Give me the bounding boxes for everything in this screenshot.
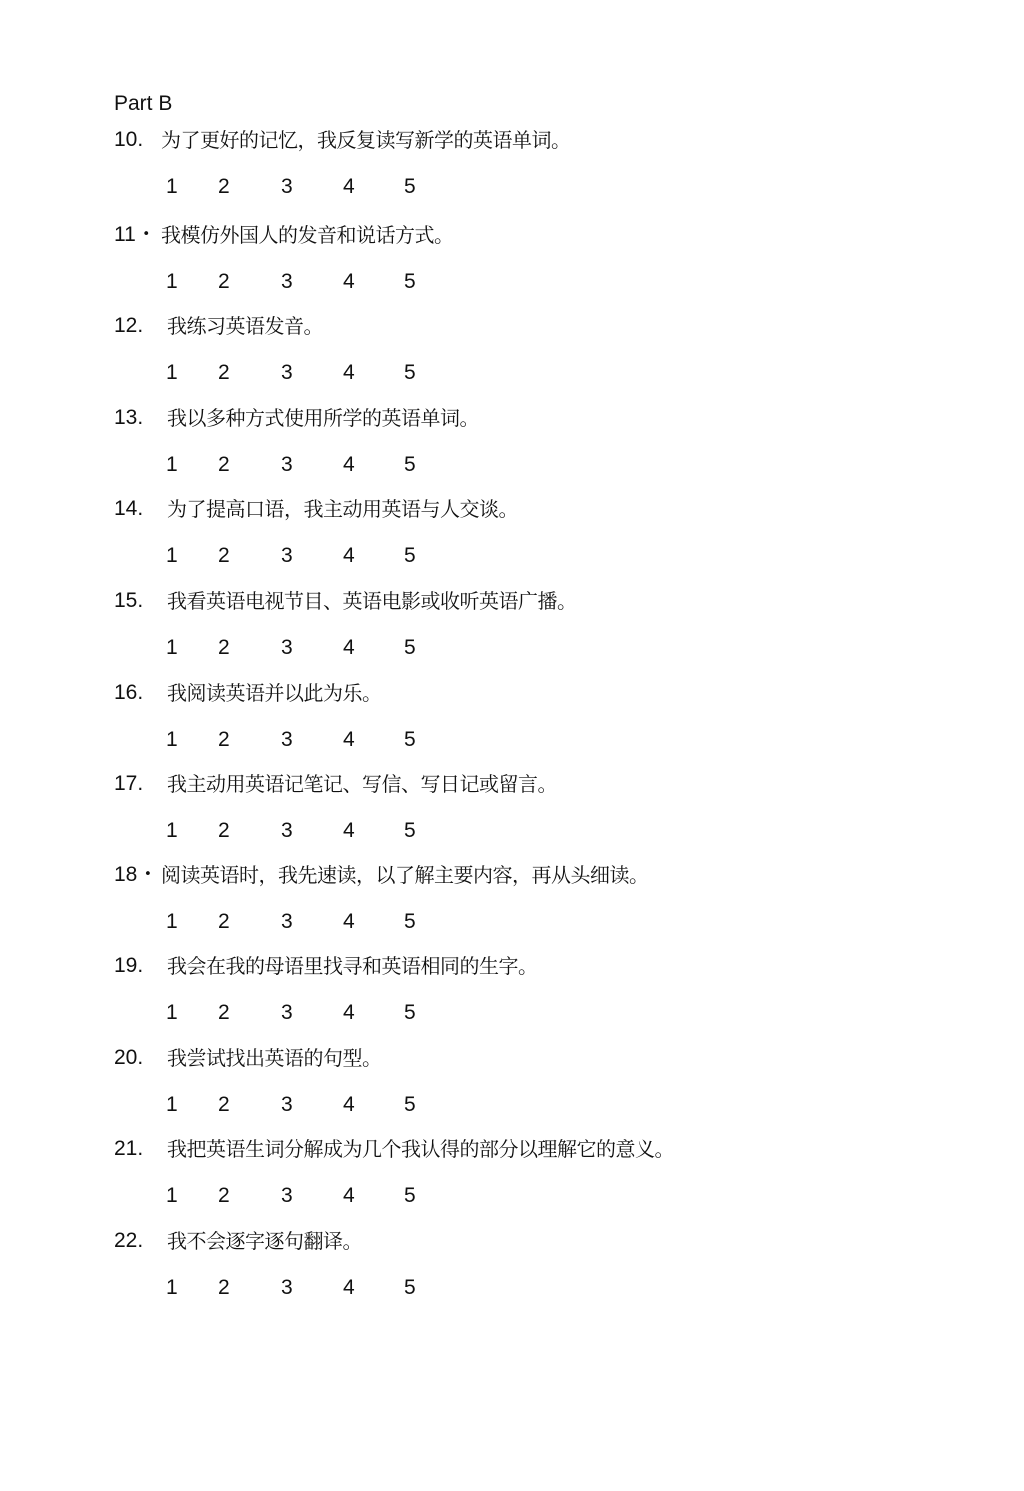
rating-option-1[interactable]: 1	[166, 453, 178, 476]
rating-option-4[interactable]: 4	[343, 819, 355, 842]
rating-option-4[interactable]: 4	[343, 1276, 355, 1299]
rating-option-5[interactable]: 5	[404, 819, 416, 842]
part-title: Part B	[114, 92, 173, 115]
question-number: 20.	[114, 1046, 144, 1069]
rating-option-3[interactable]: 3	[281, 1276, 293, 1299]
rating-option-5[interactable]: 5	[404, 361, 416, 384]
rating-option-2[interactable]: 2	[218, 270, 230, 293]
rating-option-1[interactable]: 1	[166, 728, 178, 751]
rating-option-2[interactable]: 2	[218, 544, 230, 567]
rating-scale	[166, 1275, 466, 1303]
question-text: 我不会逐字逐句翻译。	[167, 1229, 362, 1253]
question-text: 阅读英语时，我先速读，以了解主要内容，再从头细读。	[161, 863, 649, 887]
question-text: 我主动用英语记笔记、写信、写日记或留言。	[167, 772, 557, 796]
question-number: 12.	[114, 314, 144, 337]
rating-option-3[interactable]: 3	[281, 270, 293, 293]
rating-option-4[interactable]: 4	[343, 453, 355, 476]
rating-scale	[166, 727, 466, 755]
rating-option-3[interactable]: 3	[281, 728, 293, 751]
question-item	[114, 222, 914, 252]
rating-option-1[interactable]: 1	[166, 819, 178, 842]
question-item	[114, 313, 914, 343]
question-text: 我看英语电视节目、英语电影或收听英语广播。	[167, 589, 577, 613]
rating-option-4[interactable]: 4	[343, 361, 355, 384]
rating-option-2[interactable]: 2	[218, 910, 230, 933]
question-number: 18・	[114, 863, 159, 886]
rating-option-4[interactable]: 4	[343, 544, 355, 567]
rating-scale	[166, 360, 466, 388]
rating-option-5[interactable]: 5	[404, 544, 416, 567]
rating-option-3[interactable]: 3	[281, 361, 293, 384]
rating-option-1[interactable]: 1	[166, 361, 178, 384]
rating-option-5[interactable]: 5	[404, 270, 416, 293]
rating-option-1[interactable]: 1	[166, 544, 178, 567]
rating-option-1[interactable]: 1	[166, 910, 178, 933]
question-item	[114, 771, 914, 801]
rating-option-1[interactable]: 1	[166, 1001, 178, 1024]
rating-option-4[interactable]: 4	[343, 910, 355, 933]
rating-option-4[interactable]: 4	[343, 1184, 355, 1207]
rating-option-4[interactable]: 4	[343, 175, 355, 198]
question-number: 19.	[114, 954, 144, 977]
question-text: 我以多种方式使用所学的英语单词。	[167, 406, 479, 430]
rating-option-2[interactable]: 2	[218, 1184, 230, 1207]
rating-option-5[interactable]: 5	[404, 1276, 416, 1299]
rating-scale	[166, 818, 466, 846]
rating-option-2[interactable]: 2	[218, 1276, 230, 1299]
rating-option-5[interactable]: 5	[404, 1001, 416, 1024]
question-number: 13.	[114, 406, 144, 429]
rating-option-1[interactable]: 1	[166, 1276, 178, 1299]
rating-option-3[interactable]: 3	[281, 453, 293, 476]
question-number: 17.	[114, 772, 144, 795]
rating-option-1[interactable]: 1	[166, 1093, 178, 1116]
rating-scale	[166, 1092, 466, 1120]
rating-scale	[166, 269, 466, 297]
question-item	[114, 953, 914, 983]
rating-option-4[interactable]: 4	[343, 636, 355, 659]
rating-option-3[interactable]: 3	[281, 175, 293, 198]
rating-option-2[interactable]: 2	[218, 819, 230, 842]
question-item	[114, 496, 914, 526]
rating-option-2[interactable]: 2	[218, 453, 230, 476]
question-text: 我练习英语发音。	[167, 314, 323, 338]
rating-option-4[interactable]: 4	[343, 1093, 355, 1116]
question-item	[114, 862, 914, 892]
rating-option-3[interactable]: 3	[281, 544, 293, 567]
rating-option-3[interactable]: 3	[281, 819, 293, 842]
question-item	[114, 1136, 914, 1166]
question-text: 我阅读英语并以此为乐。	[167, 681, 382, 705]
question-number: 21.	[114, 1137, 144, 1160]
rating-option-4[interactable]: 4	[343, 728, 355, 751]
rating-option-5[interactable]: 5	[404, 728, 416, 751]
rating-option-5[interactable]: 5	[404, 1184, 416, 1207]
question-item	[114, 405, 914, 435]
rating-option-2[interactable]: 2	[218, 361, 230, 384]
rating-option-5[interactable]: 5	[404, 453, 416, 476]
rating-option-1[interactable]: 1	[166, 175, 178, 198]
rating-option-5[interactable]: 5	[404, 1093, 416, 1116]
question-number: 22.	[114, 1229, 144, 1252]
rating-scale	[166, 174, 466, 202]
question-item	[114, 1045, 914, 1075]
question-number: 11・	[114, 223, 157, 246]
rating-scale	[166, 452, 466, 480]
rating-option-2[interactable]: 2	[218, 728, 230, 751]
rating-option-2[interactable]: 2	[218, 175, 230, 198]
rating-option-4[interactable]: 4	[343, 1001, 355, 1024]
rating-option-1[interactable]: 1	[166, 1184, 178, 1207]
rating-scale	[166, 909, 466, 937]
question-number: 14.	[114, 497, 144, 520]
rating-option-3[interactable]: 3	[281, 636, 293, 659]
rating-option-1[interactable]: 1	[166, 270, 178, 293]
question-text: 为了更好的记忆，我反复读写新学的英语单词。	[161, 128, 571, 152]
question-text: 我把英语生词分解成为几个我认得的部分以理解它的意义。	[167, 1137, 674, 1161]
rating-scale	[166, 635, 466, 663]
question-item	[114, 680, 914, 710]
question-number: 10.	[114, 128, 144, 151]
rating-option-4[interactable]: 4	[343, 270, 355, 293]
rating-scale	[166, 543, 466, 571]
rating-option-1[interactable]: 1	[166, 636, 178, 659]
rating-option-3[interactable]: 3	[281, 1184, 293, 1207]
question-text: 我尝试找出英语的句型。	[167, 1046, 382, 1070]
rating-option-5[interactable]: 5	[404, 175, 416, 198]
question-item	[114, 588, 914, 618]
rating-option-5[interactable]: 5	[404, 910, 416, 933]
question-text: 我模仿外国人的发音和说话方式。	[161, 223, 454, 247]
question-item	[114, 1228, 914, 1258]
question-text: 为了提高口语，我主动用英语与人交谈。	[167, 497, 518, 521]
rating-option-2[interactable]: 2	[218, 636, 230, 659]
rating-option-2[interactable]: 2	[218, 1001, 230, 1024]
rating-option-2[interactable]: 2	[218, 1093, 230, 1116]
rating-option-3[interactable]: 3	[281, 1093, 293, 1116]
rating-option-3[interactable]: 3	[281, 910, 293, 933]
rating-scale	[166, 1000, 466, 1028]
rating-option-3[interactable]: 3	[281, 1001, 293, 1024]
question-number: 16.	[114, 681, 144, 704]
question-text: 我会在我的母语里找寻和英语相同的生字。	[167, 954, 538, 978]
rating-scale	[166, 1183, 466, 1211]
question-number: 15.	[114, 589, 144, 612]
question-item	[114, 127, 914, 157]
rating-option-5[interactable]: 5	[404, 636, 416, 659]
